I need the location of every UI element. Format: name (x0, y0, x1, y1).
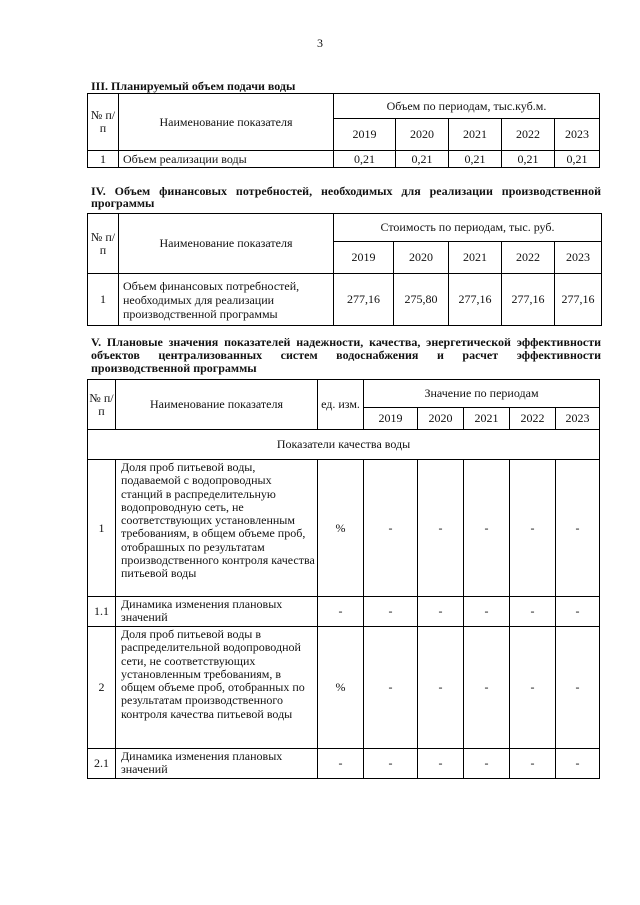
header-periods: Значение по периодам (364, 380, 600, 408)
table-row (88, 749, 600, 779)
row-num: 2.1 (88, 749, 116, 779)
table-row (88, 460, 600, 597)
row-value: 0,21 (396, 151, 449, 168)
header-year: 2020 (418, 408, 464, 430)
header-num: № п/п (88, 380, 116, 430)
row-value: 0,21 (334, 151, 396, 168)
header-year: 2022 (510, 408, 556, 430)
table-row (88, 274, 602, 326)
row-num: 1 (88, 460, 116, 597)
row-value: - (418, 460, 464, 597)
row-value: - (556, 749, 600, 779)
row-value: - (464, 749, 510, 779)
row-value: - (510, 749, 556, 779)
row-name: Динамика изменения плановых значений (116, 597, 318, 627)
header-year: 2020 (396, 119, 449, 151)
row-value: 277,16 (555, 274, 602, 326)
row-num: 1 (88, 274, 119, 326)
row-unit: - (318, 749, 364, 779)
row-name: Доля проб питьевой воды, подаваемой с водопроводных станций в распределительную водопроводную сеть, не соответствующих установленным требованиям, в общем объеме проб, отобрашных по результатам производственного контроля качества питьевой воды (116, 460, 318, 597)
row-value: 277,16 (502, 274, 555, 326)
header-year: 2023 (555, 119, 600, 151)
row-value: - (464, 627, 510, 749)
row-value: - (510, 627, 556, 749)
row-value: - (510, 460, 556, 597)
table-row (88, 597, 600, 627)
row-value: 275,80 (394, 274, 449, 326)
row-value: 0,21 (449, 151, 502, 168)
header-year: 2023 (555, 242, 602, 274)
header-year: 2019 (364, 408, 418, 430)
section4-title: IV. Объем финансовых потребностей, необходимых для реализации производственной программы (91, 184, 601, 210)
financial-needs-table (87, 213, 602, 326)
table-row (88, 151, 600, 168)
header-year: 2020 (394, 242, 449, 274)
header-name: Наименование показателя (116, 380, 318, 430)
row-name: Доля проб питьевой воды в распределительной водопроводной сети, не соответствующих установленным требованиям, в общем объеме проб, отобранных по результатам производственного контроля качества питьевой воды (116, 627, 318, 749)
header-year: 2019 (334, 242, 394, 274)
row-value: - (364, 749, 418, 779)
header-periods: Стоимость по периодам, тыс. руб. (334, 214, 602, 242)
subheader-water-quality: Показатели качества воды (88, 430, 600, 460)
row-value: - (364, 627, 418, 749)
header-unit: ед. изм. (318, 380, 364, 430)
indicators-table (87, 379, 600, 779)
header-year: 2023 (556, 408, 600, 430)
row-name: Объем реализации воды (119, 151, 334, 168)
row-num: 1 (88, 151, 119, 168)
row-num: 1.1 (88, 597, 116, 627)
header-num: № п/п (88, 214, 119, 274)
row-unit: % (318, 627, 364, 749)
row-value: - (556, 597, 600, 627)
row-value: - (556, 460, 600, 597)
row-value: 0,21 (555, 151, 600, 168)
header-year: 2022 (502, 242, 555, 274)
header-name: Наименование показателя (119, 214, 334, 274)
header-year: 2021 (449, 242, 502, 274)
row-value: 277,16 (334, 274, 394, 326)
header-year: 2019 (334, 119, 396, 151)
row-unit: - (318, 597, 364, 627)
water-volume-table (87, 93, 600, 168)
row-value: - (418, 627, 464, 749)
row-num: 2 (88, 627, 116, 749)
row-name: Объем финансовых потребностей, необходимых для реализации производственной программы (119, 274, 334, 326)
header-name: Наименование показателя (119, 94, 334, 151)
header-year: 2021 (449, 119, 502, 151)
header-periods: Объем по периодам, тыс.куб.м. (334, 94, 600, 119)
row-value: - (464, 597, 510, 627)
row-unit: % (318, 460, 364, 597)
row-name: Динамика изменения плановых значений (116, 749, 318, 779)
header-num: № п/п (88, 94, 119, 151)
row-value: 0,21 (502, 151, 555, 168)
row-value: - (364, 597, 418, 627)
row-value: - (364, 460, 418, 597)
row-value: - (510, 597, 556, 627)
row-value: - (464, 460, 510, 597)
section5-title: V. Плановые значения показателей надежности, качества, энергетической эффективности объектов централизованных систем водоснабжения и расчет эффективности производственной программы (91, 335, 601, 375)
row-value: - (418, 597, 464, 627)
header-year: 2021 (464, 408, 510, 430)
row-value: - (418, 749, 464, 779)
section3-title: III. Планируемый объем подачи воды (91, 79, 296, 93)
page-number: 3 (317, 36, 323, 50)
header-year: 2022 (502, 119, 555, 151)
table-row (88, 627, 600, 749)
row-value: - (556, 627, 600, 749)
row-value: 277,16 (449, 274, 502, 326)
